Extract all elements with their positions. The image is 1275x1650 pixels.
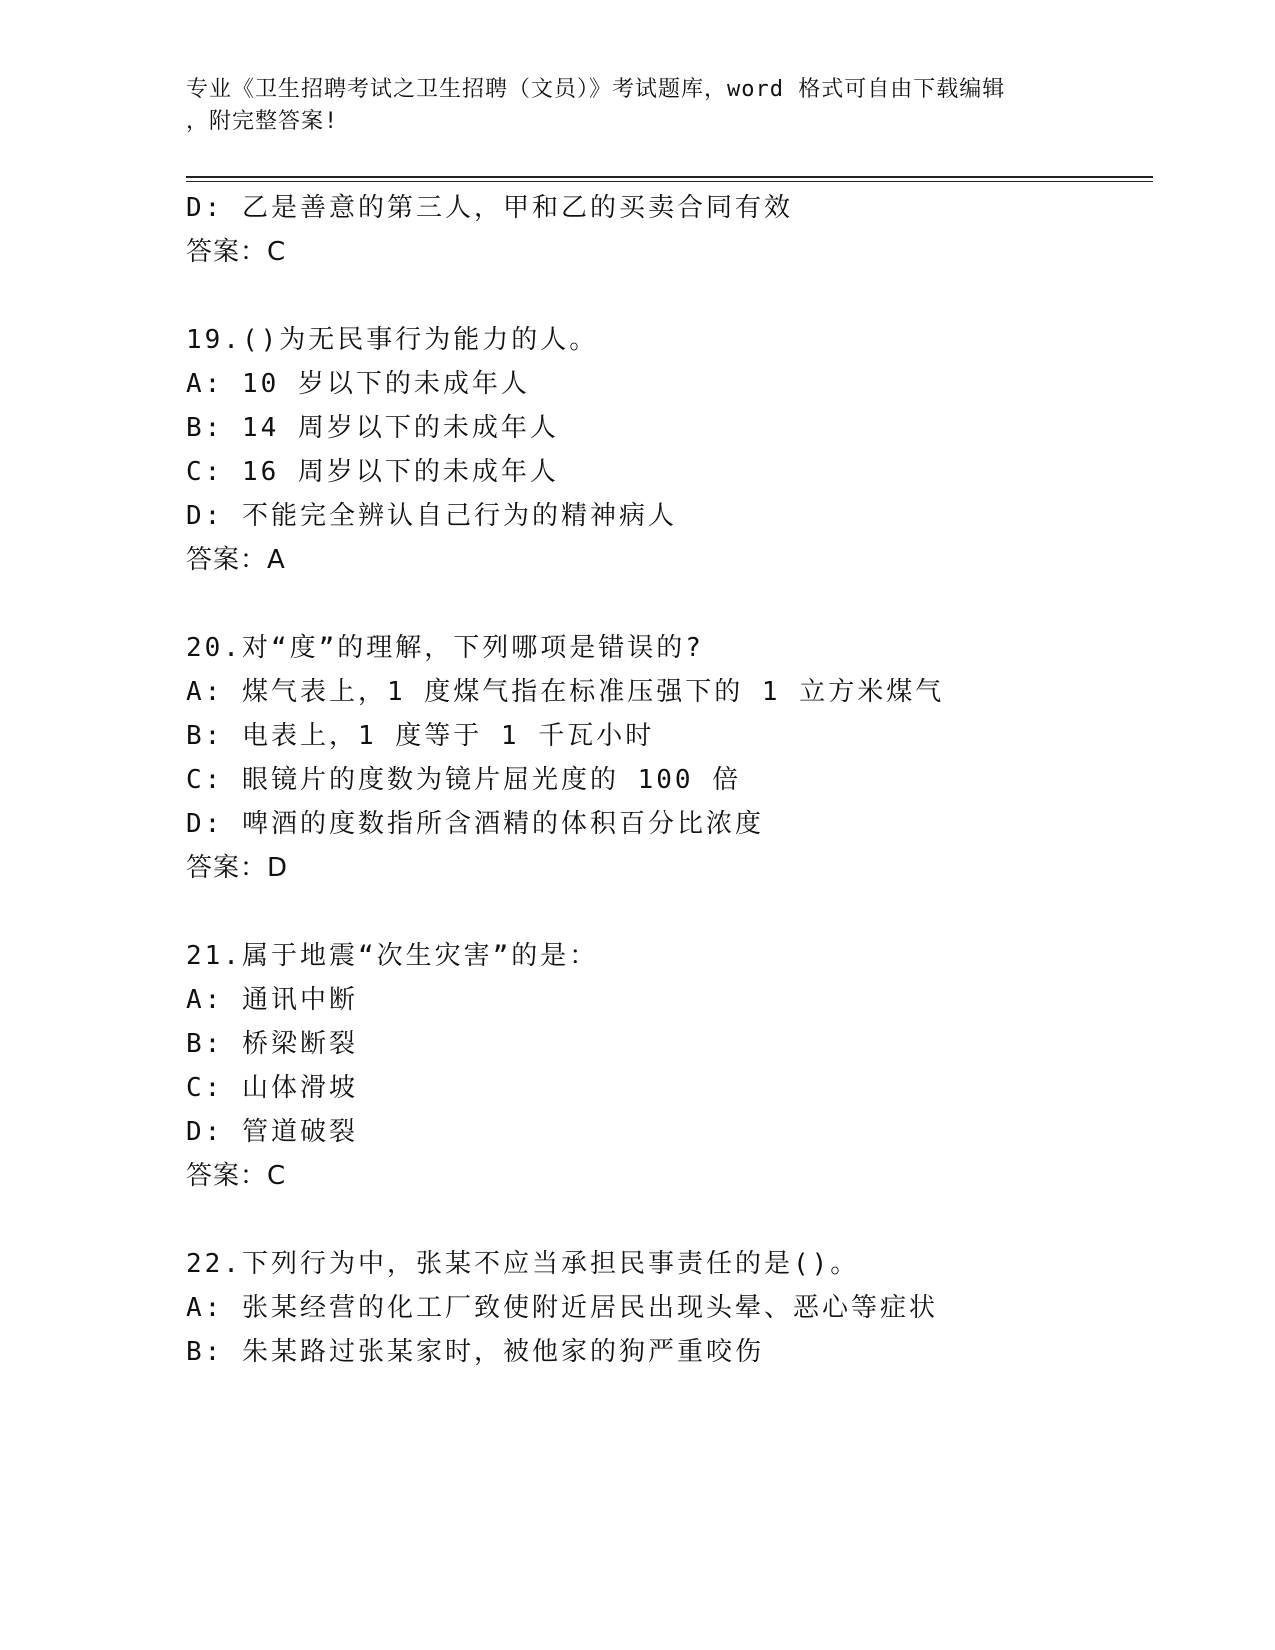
answer-line: 答案：A [186, 545, 286, 575]
header-line-2: ，附完整答案! [186, 109, 339, 134]
option-line: D: 乙是善意的第三人，甲和乙的买卖合同有效 [186, 193, 793, 223]
option-line: A: 煤气表上，1 度煤气指在标准压强下的 1 立方米煤气 [186, 677, 945, 707]
option-line: D: 啤酒的度数指所含酒精的体积百分比浓度 [186, 809, 764, 839]
answer-line: 答案：D [186, 853, 289, 883]
question-title: 21.属于地震“次生灾害”的是： [186, 941, 599, 971]
header-divider-thick [186, 176, 1153, 178]
option-line: B: 电表上，1 度等于 1 千瓦小时 [186, 721, 655, 751]
option-line: C: 眼镜片的度数为镜片屈光度的 100 倍 [186, 765, 742, 795]
option-line: A: 10 岁以下的未成年人 [186, 369, 530, 399]
option-line: B: 桥梁断裂 [186, 1029, 358, 1059]
question-title: 19.()为无民事行为能力的人。 [186, 325, 599, 355]
option-line: C: 山体滑坡 [186, 1073, 358, 1103]
option-line: B: 14 周岁以下的未成年人 [186, 413, 559, 443]
answer-line: 答案：C [186, 237, 287, 267]
question-title: 22.下列行为中，张某不应当承担民事责任的是()。 [186, 1249, 860, 1279]
option-line: D: 不能完全辨认自己行为的精神病人 [186, 501, 677, 531]
answer-line: 答案：C [186, 1161, 287, 1191]
option-line: A: 通讯中断 [186, 985, 358, 1015]
option-line: A: 张某经营的化工厂致使附近居民出现头晕、恶心等症状 [186, 1293, 938, 1323]
header-line-1: 专业《卫生招聘考试之卫生招聘（文员）》考试题库，word 格式可自由下载编辑 [186, 77, 1006, 102]
option-line: B: 朱某路过张某家时，被他家的狗严重咬伤 [186, 1337, 764, 1367]
document-header [186, 74, 1086, 138]
header-divider-thin [186, 181, 1153, 182]
option-line: C: 16 周岁以下的未成年人 [186, 457, 559, 487]
option-line: D: 管道破裂 [186, 1117, 358, 1147]
question-title: 20.对“度”的理解，下列哪项是错误的? [186, 633, 704, 663]
